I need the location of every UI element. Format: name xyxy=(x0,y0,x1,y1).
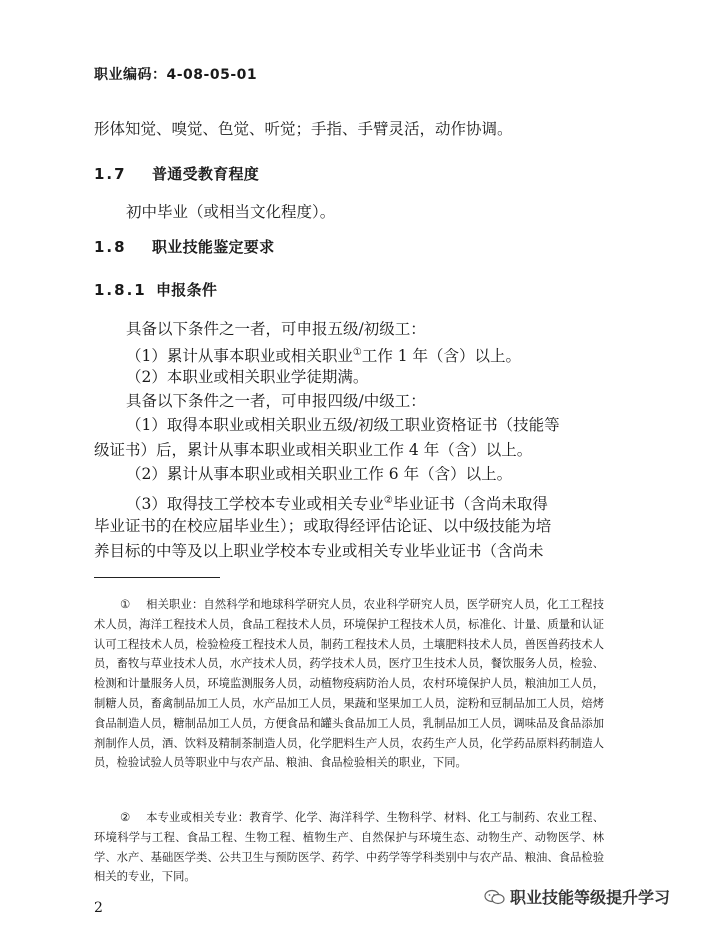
section-title: 普通受教育程度 xyxy=(152,165,260,183)
page-number: 2 xyxy=(94,900,103,916)
section-number: 1.8.1 xyxy=(94,281,147,299)
section-heading-1-7 xyxy=(94,163,259,184)
line-text: （1）累计从事本职业或相关职业 xyxy=(126,347,353,365)
footnote-2 xyxy=(94,808,604,887)
body-line: （2）累计从事本职业或相关职业工作 6 年（含）以上。 xyxy=(126,465,513,483)
line-text: 工作 1 年（含）以上。 xyxy=(361,347,522,365)
line-text: 毕业证书（含尚未取得 xyxy=(392,495,548,513)
body-line: 养目标的中等及以上职业学校本专业或相关专业毕业证书（含尚未 xyxy=(94,542,544,560)
body-line: 初中毕业（或相当文化程度）。 xyxy=(126,203,336,221)
footnote-mark: ① xyxy=(120,598,131,611)
footnote-divider xyxy=(94,577,220,578)
footnote-text: 本专业或相关专业：教育学、化学、海洋科学、生物科学、材料、化工与制药、农业工程、环境科学与工程、食品工程、生物工程、植物生产、自然保护与环境生态、动物生产、动物医学、林学、水产、基础医学类、公共卫生与预防医学、药学、中药学等学科类别中与农产品、粮油、食品检验相关的专业，下同。 xyxy=(94,811,604,884)
body-line xyxy=(126,490,548,515)
body-line: 具备以下条件之一者，可申报四级/中级工： xyxy=(126,392,426,410)
footnote-mark: ② xyxy=(120,811,131,824)
section-title: 申报条件 xyxy=(156,281,218,299)
body-line: （1）取得本职业或相关职业五级/初级工职业资格证书（技能等 xyxy=(126,416,560,434)
wechat-icon xyxy=(484,889,506,905)
watermark xyxy=(484,885,670,908)
section-heading-1-8 xyxy=(94,236,274,257)
body-line: 级证书）后，累计从事本职业或相关职业工作 4 年（含）以上。 xyxy=(94,441,533,459)
section-number: 1.8 xyxy=(94,238,127,256)
body-line: （2）本职业或相关职业学徒期满。 xyxy=(126,368,369,386)
footnote-ref-2[interactable]: ② xyxy=(383,495,393,506)
watermark-text: 职业技能等级提升学习 xyxy=(510,888,671,907)
body-line: 具备以下条件之一者，可申报五级/初级工： xyxy=(126,320,426,338)
section-heading-1-8-1 xyxy=(94,279,217,300)
footnote-ref-1[interactable]: ① xyxy=(352,347,362,358)
body-line xyxy=(126,342,521,367)
footnote-text: 相关职业：自然科学和地球科学研究人员，农业科学研究人员，医学研究人员，化工工程技术人员，海洋工程技术人员，食品工程技术人员，环境保护工程技术人员，标准化、计量、质量和认证认可工程技术人员，检验检疫工程技术人员，制药工程技术人员，土壤肥料技术人员，兽医兽药技术人员，畜牧与草业技术人员，水产技术人员，药学技术人员，医疗卫生技术人员，餐饮服务人员，检验、检测和计量服务人员，环境监测服务人员，动植物疫病防治人员，农村环境保护人员，粮油加工人员，制糖人员，畜禽制品加工人员，水产品加工人员，果蔬和坚果加工人员，淀粉和豆制品加工人员，焙烤食品制造人员，糖制品加工人员，方便食品和罐头食品加工人员，乳制品加工人员，调味品及食品添加剂制作人员，酒、饮料及精制茶制造人员，化学肥料生产人员，农药生产人员，化学药品原料药制造人员，检验试验人员等职业中与农产品、粮油、食品检验相关的职业，下同。 xyxy=(94,598,604,770)
occupation-code: 职业编码：4-08-05-01 xyxy=(94,67,258,83)
footnote-1 xyxy=(94,595,604,773)
body-line: 形体知觉、嗅觉、色觉、听觉；手指、手臂灵活，动作协调。 xyxy=(94,120,513,138)
section-number: 1.7 xyxy=(94,165,127,183)
body-line: 毕业证书的在校应届毕业生）；或取得经评估论证、以中级技能为培 xyxy=(94,517,552,535)
line-text: （3）取得技工学校本专业或相关专业 xyxy=(126,495,384,513)
section-title: 职业技能鉴定要求 xyxy=(152,238,275,256)
